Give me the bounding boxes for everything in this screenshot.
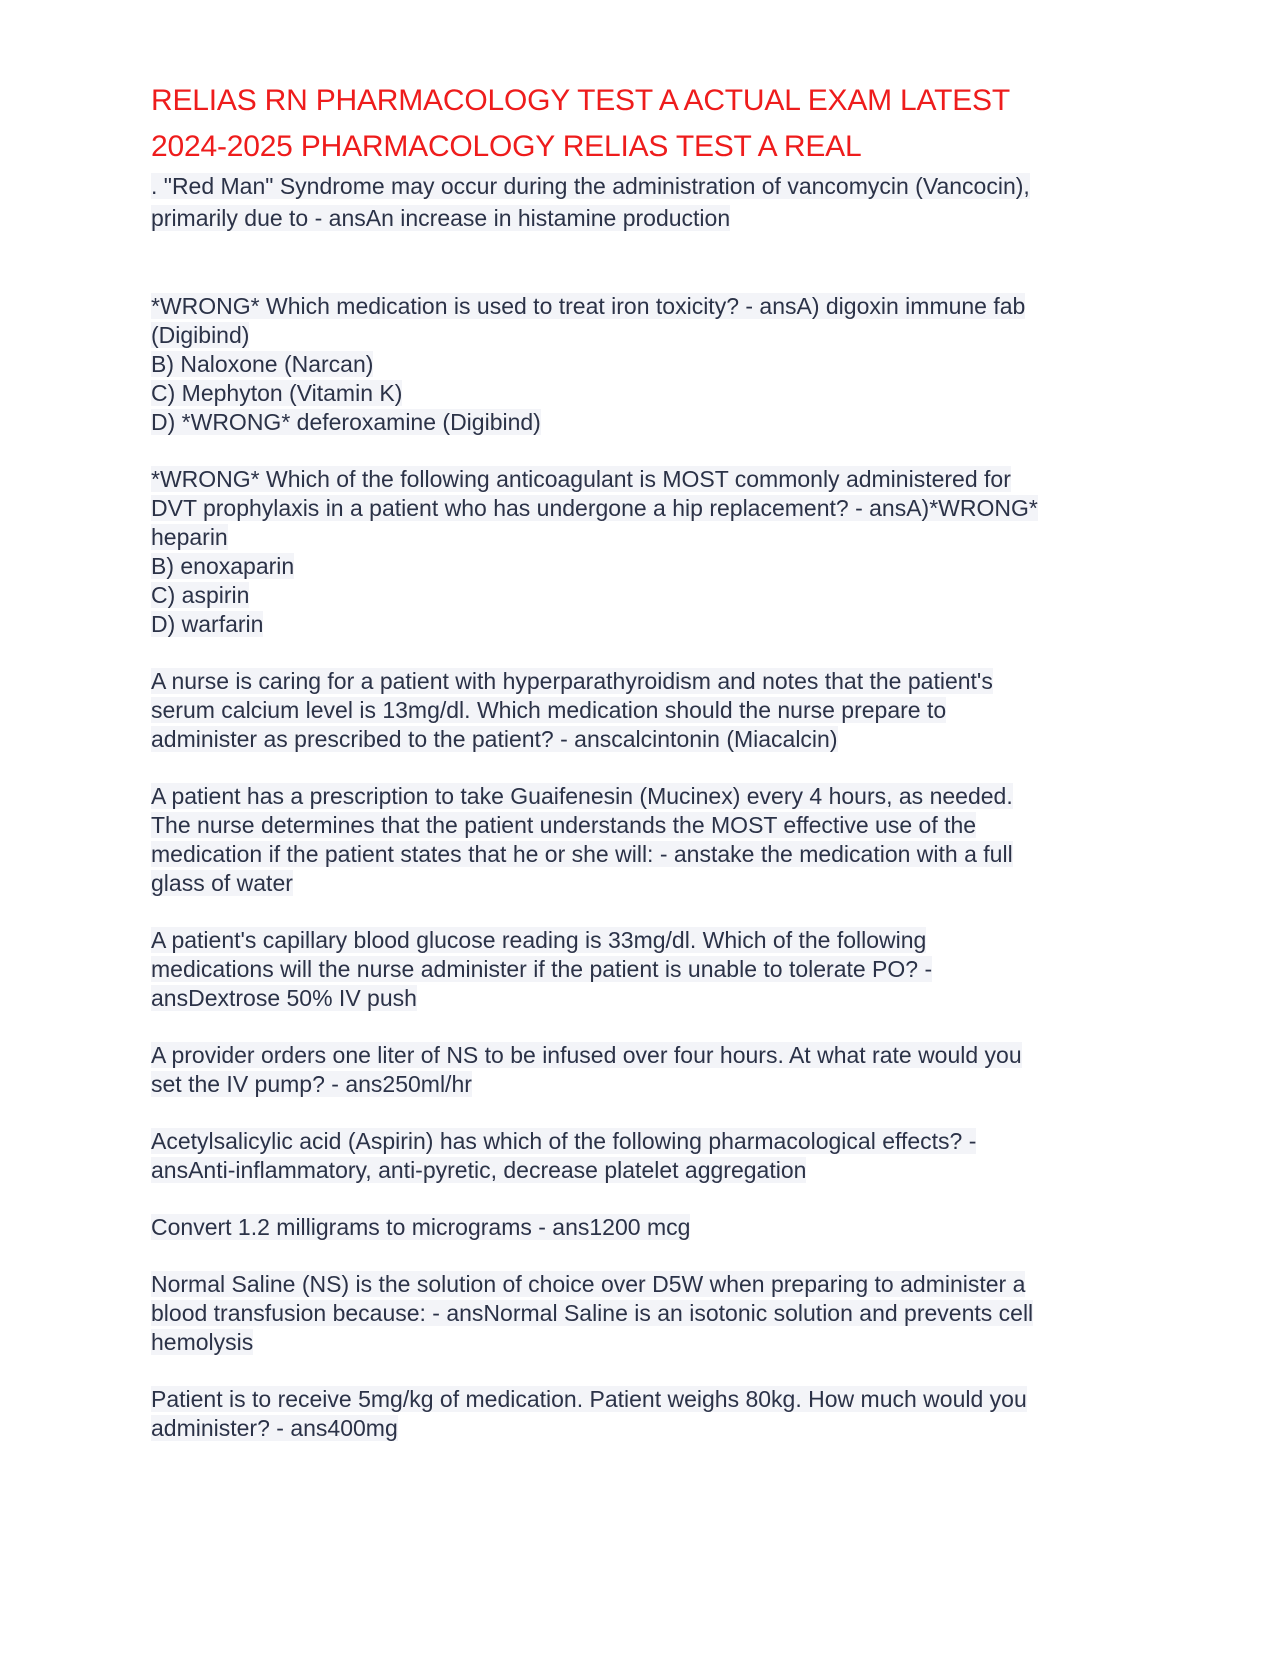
qa-line: Convert 1.2 milligrams to micrograms - ans1200 mcg bbox=[151, 1214, 691, 1240]
qa-line: administer? - ans400mg bbox=[151, 1415, 398, 1441]
qa-item bbox=[151, 1127, 1136, 1185]
qa-line: medications will the nurse administer if the patient is unable to tolerate PO? - bbox=[151, 956, 933, 982]
qa-item bbox=[151, 1385, 1136, 1443]
qa-item bbox=[151, 926, 1136, 1013]
qa-item bbox=[151, 667, 1136, 754]
qa-line: D) *WRONG* deferoxamine (Digibind) bbox=[151, 409, 541, 435]
qa-item bbox=[151, 1213, 1136, 1242]
qa-line: The nurse determines that the patient understands the MOST effective use of the bbox=[151, 812, 977, 838]
qa-line: blood transfusion because: - ansNormal Saline is an isotonic solution and prevents cell bbox=[151, 1300, 1034, 1326]
qa-line: . "Red Man" Syndrome may occur during the administration of vancomycin (Vancocin), bbox=[151, 173, 1030, 199]
qa-line: A patient has a prescription to take Guaifenesin (Mucinex) every 4 hours, as needed. bbox=[151, 783, 1013, 809]
qa-line: A nurse is caring for a patient with hyperparathyroidism and notes that the patient's bbox=[151, 668, 993, 694]
qa-line: ansDextrose 50% IV push bbox=[151, 985, 417, 1011]
qa-item bbox=[151, 465, 1136, 639]
qa-item bbox=[151, 782, 1136, 898]
qa-line: primarily due to - ansAn increase in histamine production bbox=[151, 205, 731, 231]
qa-line: *WRONG* Which medication is used to treat iron toxicity? - ansA) digoxin immune fab bbox=[151, 293, 1026, 319]
qa-line: hemolysis bbox=[151, 1329, 254, 1355]
qa-line: C) aspirin bbox=[151, 582, 250, 608]
qa-line: B) Naloxone (Narcan) bbox=[151, 351, 374, 377]
document-title-line: RELIAS RN PHARMACOLOGY TEST A ACTUAL EXAM LATEST bbox=[151, 84, 1010, 117]
qa-line: A patient's capillary blood glucose reading is 33mg/dl. Which of the following bbox=[151, 927, 927, 953]
qa-item bbox=[151, 1041, 1136, 1099]
qa-item bbox=[151, 1270, 1136, 1357]
qa-line: set the IV pump? - ans250ml/hr bbox=[151, 1071, 472, 1097]
qa-line: A provider orders one liter of NS to be infused over four hours. At what rate would you bbox=[151, 1042, 1022, 1068]
document-title-line: 2024-2025 PHARMACOLOGY RELIAS TEST A REAL bbox=[151, 130, 862, 163]
qa-line: B) enoxaparin bbox=[151, 553, 295, 579]
qa-line: Acetylsalicylic acid (Aspirin) has which of the following pharmacological effects? - bbox=[151, 1128, 977, 1154]
qa-line: Normal Saline (NS) is the solution of choice over D5W when preparing to administer a bbox=[151, 1271, 1026, 1297]
document-page bbox=[151, 78, 1136, 1471]
qa-line: Patient is to receive 5mg/kg of medication. Patient weighs 80kg. How much would you bbox=[151, 1386, 1027, 1412]
qa-line: (Digibind) bbox=[151, 322, 250, 348]
document-title bbox=[151, 78, 1136, 170]
qa-line: C) Mephyton (Vitamin K) bbox=[151, 380, 403, 406]
qa-item bbox=[151, 292, 1136, 437]
question-answer-list bbox=[151, 170, 1136, 1443]
qa-item bbox=[151, 170, 1136, 234]
qa-line: serum calcium level is 13mg/dl. Which medication should the nurse prepare to bbox=[151, 697, 947, 723]
qa-line: DVT prophylaxis in a patient who has undergone a hip replacement? - ansA)*WRONG* bbox=[151, 495, 1038, 521]
qa-line: glass of water bbox=[151, 870, 293, 896]
qa-line: ansAnti-inflammatory, anti-pyretic, decrease platelet aggregation bbox=[151, 1157, 807, 1183]
qa-line: medication if the patient states that he or she will: - anstake the medication with a full bbox=[151, 841, 1013, 867]
qa-line: D) warfarin bbox=[151, 611, 264, 637]
qa-line: administer as prescribed to the patient? - anscalcintonin (Miacalcin) bbox=[151, 726, 838, 752]
qa-line: heparin bbox=[151, 524, 228, 550]
qa-line: *WRONG* Which of the following anticoagulant is MOST commonly administered for bbox=[151, 466, 1011, 492]
